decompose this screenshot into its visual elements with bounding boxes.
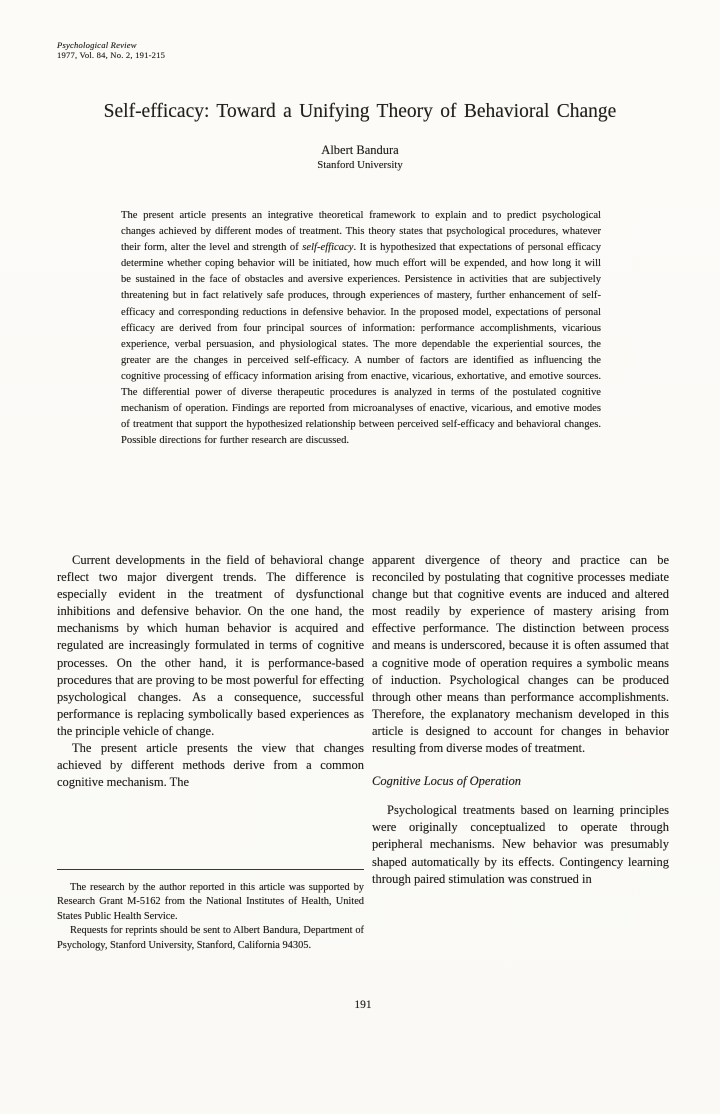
- right-column: [372, 552, 669, 888]
- abstract-italic-term: self-efficacy: [302, 242, 354, 254]
- author-affiliation: Stanford University: [317, 159, 403, 171]
- journal-name: Psychological Review: [57, 40, 137, 50]
- abstract-text-part2: . It is hypothesized that expectations of personal efficacy determine whether coping behavior will be initiated, how much effort will be expended, and how long it will be sustained in the face of obstacles and aversive experiences. Persistence in activities that are subjectively threatening but in fact relatively safe produces, through experiences of mastery, further enhancement of self-efficacy and corresponding reductions in defensive behavior. In the proposed model, expectations of personal efficacy are derived from four principal sources of information: performance accomplishments, vicarious experience, verbal persuasion, and physiological states. The more dependable the experiential sources, the greater are the changes in perceived self-efficacy. A number of factors are identified as influencing the cognitive processing of efficacy information arising from enactive, vicarious, exhortative, and emotive sources. The differential power of diverse therapeutic procedures is analyzed in terms of the postulated cognitive mechanism of operation. Findings are reported from microanalyses of enactive, vicarious, and emotive modes of treatment that support the hypothesized relationship between perceived self-efficacy and behavioral changes. Possible directions for further research are discussed.: [121, 242, 601, 447]
- article-title: Self-efficacy: Toward a Unifying Theory of Behavioral Change: [103, 101, 617, 122]
- author-name: Albert Bandura: [321, 143, 399, 157]
- left-column: [57, 552, 364, 791]
- abstract: [121, 208, 601, 449]
- page-number: 191: [354, 999, 372, 1011]
- body-paragraph: Psychological treatments based on learning principles were originally conceptualized to operate through peripheral mechanisms. New behavior was presumably shaped automatically by its effects. Contingency learning through paired stimulation was construed in: [372, 803, 669, 886]
- journal-issue-line: 1977, Vol. 84, No. 2, 191-215: [57, 50, 166, 60]
- body-paragraph: Current developments in the field of behavioral change reflect two major divergent trends. The difference is especially evident in the treatment of dysfunctional inhibitions and defensive behavior. On the one hand, the mechanisms by which human behavior is acquired and regulated are increasingly formulated in terms of cognitive processes. On the other hand, it is performance-based procedures that are proving to be most powerful for effecting psychological changes. As a consequence, successful performance is replacing symbolically based experiences as the principle vehicle of change.: [57, 553, 364, 738]
- footnote-reprints: Requests for reprints should be sent to Albert Bandura, Department of Psychology, Stanford University, Stanford, California 94305.: [57, 925, 364, 951]
- body-paragraph: apparent divergence of theory and practice can be reconciled by postulating that cognitive processes mediate change but that cognitive events are induced and altered most readily by experience of mastery arising from effective performance. The distinction between process and means is underscored, because it is often assumed that a cognitive mode of operation requires a symbolic means of induction. Psychological changes can be produced through other means than performance accomplishments. Therefore, the explanatory mechanism developed in this article is designed to account for changes in behavior resulting from diverse modes of treatment.: [372, 553, 669, 756]
- section-heading-cognitive-locus: Cognitive Locus of Operation: [372, 774, 521, 789]
- footnote-funding: The research by the author reported in this article was supported by Research Grant M-5162 from the National Institutes of Health, United States Public Health Service.: [57, 882, 364, 922]
- journal-header: [57, 40, 165, 60]
- abstract-text-part1: The present article presents an integrative theoretical framework to explain and to predict psychological changes achieved by different modes of treatment. This theory states that psychological procedures, whatever their form, alter the level and strength of: [121, 210, 601, 254]
- body-paragraph: The present article presents the view that changes achieved by different methods derive from a common cognitive mechanism. The: [57, 741, 364, 790]
- footnote-block: [57, 869, 364, 953]
